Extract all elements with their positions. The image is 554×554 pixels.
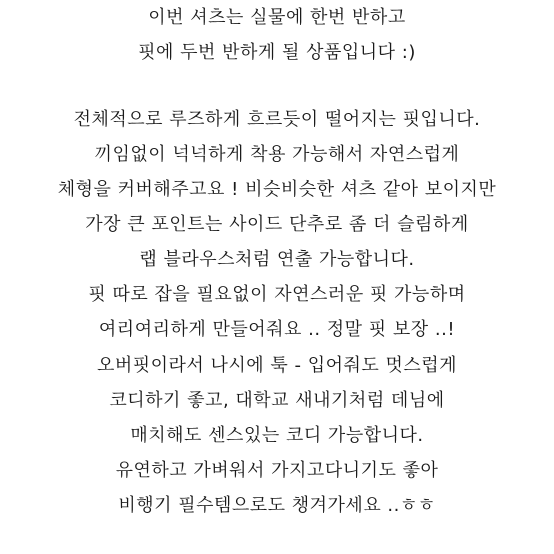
styling-tips-paragraph (0, 348, 554, 523)
text-line: 오버핏이라서 나시에 툭 - 입어줘도 멋스럽게 (96, 355, 458, 376)
text-line: 여리여리하게 만들어줘요 .. 정말 핏 보장 ..! (98, 319, 456, 340)
text-line: 핏에 두번 반하게 될 상품입니다 :) (138, 42, 416, 63)
text-line: 이번 셔츠는 실물에 한번 반하고 (148, 7, 406, 28)
text-line: 유연하고 가벼워서 가지고다니기도 좋아 (115, 460, 439, 481)
text-line: 끼임없이 넉넉하게 착용 가능해서 자연스럽게 (94, 144, 460, 165)
text-line: 가장 큰 포인트는 사이드 단추로 좀 더 슬림하게 (85, 214, 469, 235)
text-line: 코디하기 좋고, 대학교 새내기처럼 데님에 (109, 390, 445, 411)
fit-description-paragraph (0, 102, 554, 347)
intro-paragraph (0, 0, 554, 70)
text-line: 전체적으로 루즈하게 흐르듯이 떨어지는 핏입니다. (73, 109, 481, 130)
text-line: 매치해도 센스있는 코디 가능합니다. (130, 425, 424, 446)
text-line: 핏 따로 잡을 필요없이 자연스러운 핏 가능하며 (88, 284, 466, 305)
text-line: 랩 블라우스처럼 연출 가능합니다. (139, 249, 415, 270)
text-line: 비행기 필수템으로도 챙겨가세요 ..ㅎㅎ (118, 495, 436, 516)
text-line: 체형을 커버해주고요 ! 비슷비슷한 셔츠 같아 보이지만 (57, 179, 497, 200)
